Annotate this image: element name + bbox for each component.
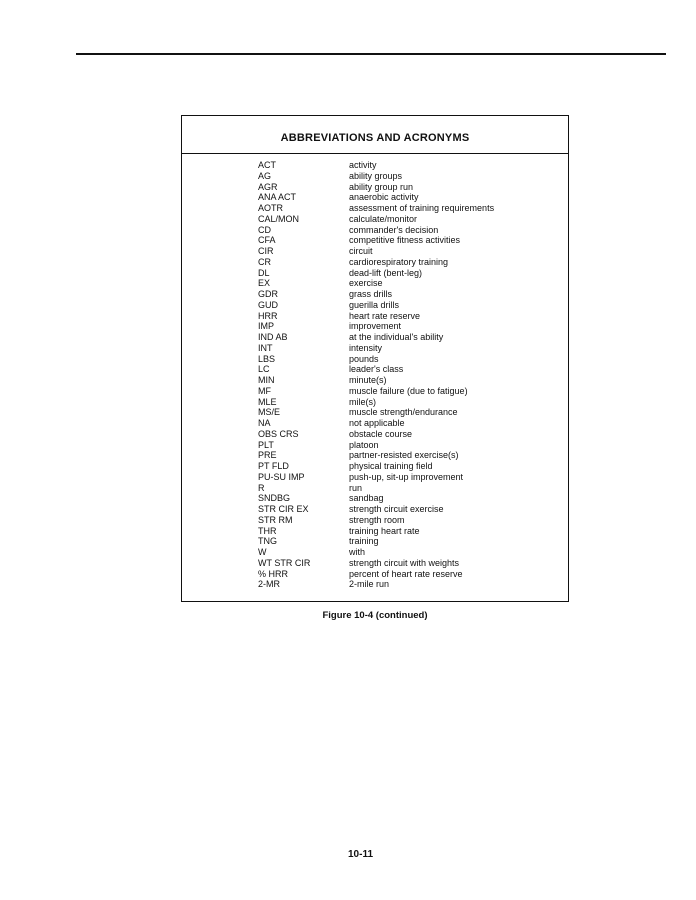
abbreviation: IND AB — [258, 332, 288, 342]
abbreviation-meaning: exercise — [349, 278, 383, 289]
abbreviation: AG — [258, 170, 272, 181]
abbreviation-meaning: strength circuit with weights — [349, 557, 460, 568]
list-item — [258, 268, 558, 279]
figure-caption: Figure 10-4 (continued) — [322, 610, 428, 621]
abbreviation-meaning: at the individual's ability — [349, 332, 444, 342]
list-item — [258, 278, 558, 289]
abbreviation-meaning: percent of heart rate reserve — [349, 568, 463, 579]
abbreviation-meaning: obstacle course — [349, 428, 413, 439]
list-item — [258, 493, 558, 504]
list-item — [258, 569, 558, 580]
abbreviation-meaning: grass drills — [349, 289, 393, 299]
abbreviation: CFA — [258, 235, 276, 246]
abbreviation: CR — [258, 256, 271, 267]
title-divider — [182, 153, 568, 154]
abbreviation: NA — [258, 418, 271, 428]
abbreviation-meaning: strength circuit exercise — [349, 504, 444, 514]
abbreviation: AOTR — [258, 203, 284, 213]
abbreviation: AGR — [258, 181, 278, 192]
abbreviation: CD — [258, 224, 271, 235]
abbreviation-meaning: intensity — [349, 342, 383, 353]
abbreviation-meaning: physical training field — [349, 461, 433, 471]
abbreviation-meaning: improvement — [349, 321, 402, 332]
list-item — [258, 321, 558, 332]
list-item — [258, 579, 558, 590]
abbreviation: DL — [258, 267, 270, 278]
abbreviation-meaning: anaerobic activity — [349, 192, 419, 203]
abbreviation: MIN — [258, 375, 275, 385]
list-item — [258, 311, 558, 322]
list-item — [258, 160, 558, 171]
abbreviation: ANA ACT — [258, 192, 297, 203]
abbreviation-meaning: mile(s) — [349, 396, 376, 407]
list-item — [258, 515, 558, 526]
list-item — [258, 203, 558, 214]
abbreviation-meaning: not applicable — [349, 418, 405, 428]
abbreviation: EX — [258, 278, 271, 289]
abbreviation-meaning: with — [349, 547, 366, 557]
list-item — [258, 429, 558, 440]
list-item — [258, 225, 558, 236]
abbreviation-meaning: training — [349, 536, 379, 547]
abbreviation-meaning: activity — [349, 160, 377, 170]
abbreviation: GDR — [258, 289, 278, 299]
abbreviation: CIR — [258, 246, 274, 256]
list-item — [258, 343, 558, 354]
list-item — [258, 472, 558, 483]
abbreviation: WT STR CIR — [258, 557, 311, 568]
abbreviation: STR RM — [258, 514, 293, 525]
list-item — [258, 246, 558, 257]
list-item — [258, 364, 558, 375]
abbreviations-figure — [181, 115, 569, 602]
list-item — [258, 300, 558, 311]
abbreviation-meaning: run — [349, 482, 363, 493]
list-item — [258, 407, 558, 418]
abbreviation: % HRR — [258, 568, 289, 579]
abbreviation: GUD — [258, 299, 278, 310]
abbreviation-meaning: commander's decision — [349, 224, 439, 235]
list-item — [258, 558, 558, 569]
abbreviation-meaning: assessment of training requirements — [349, 203, 495, 213]
abbreviation-meaning: 2-mile run — [349, 579, 390, 590]
abbreviation-meaning: muscle failure (due to fatigue) — [349, 385, 468, 396]
abbreviation-meaning: calculate/monitor — [349, 213, 418, 224]
abbreviation: MLE — [258, 396, 277, 407]
abbreviation: PU-SU IMP — [258, 471, 305, 482]
abbreviation: R — [258, 482, 265, 493]
list-item — [258, 375, 558, 386]
list-item — [258, 547, 558, 558]
abbreviation-meaning: leader's class — [349, 364, 404, 375]
abbreviation-meaning: cardiorespiratory training — [349, 256, 449, 267]
list-item — [258, 214, 558, 225]
abbreviation-meaning: circuit — [349, 246, 373, 256]
list-item — [258, 418, 558, 429]
list-item — [258, 182, 558, 193]
list-item — [258, 386, 558, 397]
list-item — [258, 536, 558, 547]
abbreviation: 2-MR — [258, 579, 280, 590]
list-item — [258, 504, 558, 515]
list-item — [258, 461, 558, 472]
abbreviation-meaning: dead-lift (bent-leg) — [349, 267, 423, 278]
abbreviation-list — [258, 160, 558, 590]
list-item — [258, 483, 558, 494]
abbreviation-meaning: minute(s) — [349, 375, 387, 385]
abbreviation-meaning: push-up, sit-up improvement — [349, 471, 464, 482]
abbreviation: HRR — [258, 310, 278, 321]
abbreviation-meaning: pounds — [349, 353, 379, 364]
list-item — [258, 526, 558, 537]
abbreviation: SNDBG — [258, 493, 291, 504]
list-item — [258, 397, 558, 408]
list-item — [258, 440, 558, 451]
list-item — [258, 354, 558, 365]
list-item — [258, 171, 558, 182]
figure-title: ABBREVIATIONS AND ACRONYMS — [280, 132, 470, 144]
abbreviation-meaning: ability groups — [349, 170, 403, 181]
list-item — [258, 450, 558, 461]
abbreviation: ACT — [258, 160, 276, 170]
abbreviation: LC — [258, 364, 270, 375]
abbreviation-meaning: platoon — [349, 439, 379, 450]
abbreviation-meaning: muscle strength/endurance — [349, 407, 458, 418]
list-item — [258, 257, 558, 268]
abbreviation: MS/E — [258, 407, 281, 418]
abbreviation: TNG — [258, 536, 277, 547]
list-item — [258, 332, 558, 343]
abbreviation-meaning: sandbag — [349, 493, 384, 504]
header-rule — [76, 53, 666, 55]
list-item — [258, 235, 558, 246]
abbreviation: MF — [258, 385, 271, 396]
abbreviation-meaning: strength room — [349, 514, 405, 525]
abbreviation: W — [258, 547, 267, 557]
list-item — [258, 192, 558, 203]
abbreviation: LBS — [258, 353, 276, 364]
abbreviation: THR — [258, 525, 277, 536]
abbreviation: OBS CRS — [258, 428, 299, 439]
abbreviation: PLT — [258, 439, 274, 450]
abbreviation-meaning: guerilla drills — [349, 299, 400, 310]
abbreviation: PRE — [258, 450, 277, 461]
abbreviation: CAL/MON — [258, 213, 300, 224]
abbreviation: PT FLD — [258, 461, 289, 471]
page-number: 10-11 — [347, 849, 374, 860]
abbreviation-meaning: ability group run — [349, 181, 414, 192]
abbreviation-meaning: heart rate reserve — [349, 310, 421, 321]
abbreviation: INT — [258, 342, 273, 353]
abbreviation: STR CIR EX — [258, 504, 309, 514]
abbreviation-meaning: competitive fitness activities — [349, 235, 461, 246]
list-item — [258, 289, 558, 300]
abbreviation-meaning: partner-resisted exercise(s) — [349, 450, 459, 461]
abbreviation-meaning: training heart rate — [349, 525, 420, 536]
abbreviation: IMP — [258, 321, 275, 332]
